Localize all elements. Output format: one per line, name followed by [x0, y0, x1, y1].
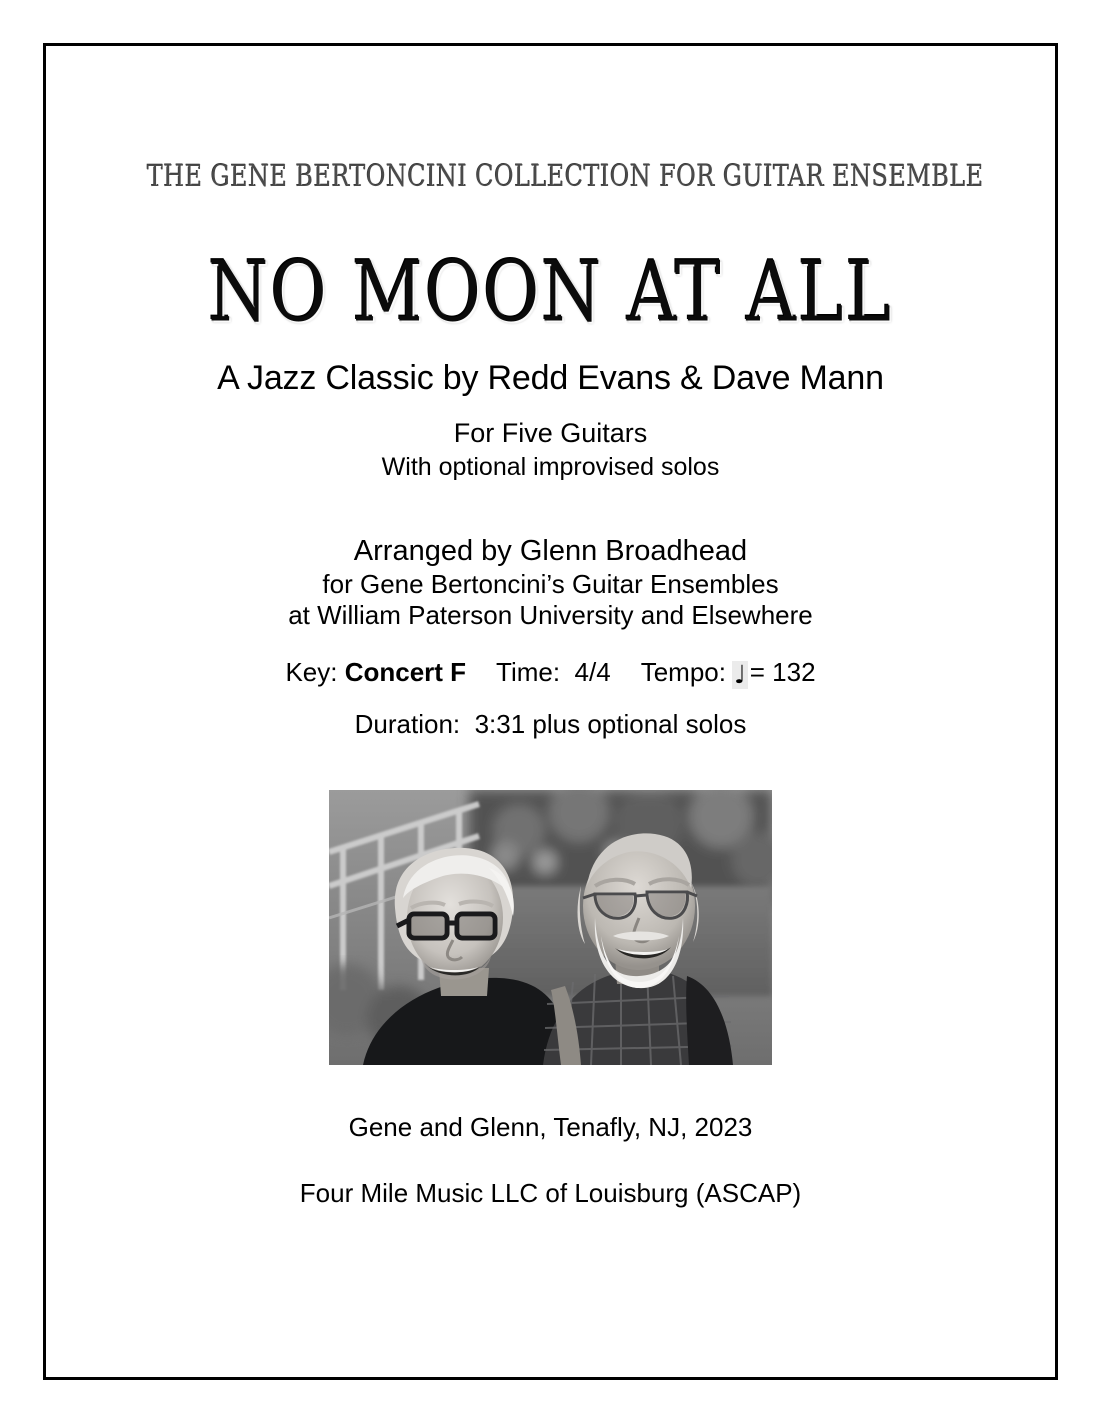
page-content	[46, 46, 1055, 1377]
arranger-institution: at William Paterson University and Elsewhere	[288, 600, 813, 630]
instrumentation-label: For Five Guitars	[453, 418, 648, 448]
collection-header: THE GENE BERTONCINI COLLECTION FOR GUITAR ENSEMBLE	[146, 159, 984, 194]
tempo-value: = 132	[749, 657, 816, 687]
tempo-label: Tempo:	[640, 657, 726, 687]
key-label: Key:	[285, 657, 338, 687]
photo-caption: Gene and Glenn, Tenafly, NJ, 2023	[348, 1112, 753, 1142]
composer-credit: A Jazz Classic by Redd Evans & Dave Mann	[217, 359, 884, 397]
time-value: 4/4	[574, 657, 611, 687]
duration-row	[46, 707, 1055, 741]
cover-photo	[329, 790, 772, 1065]
score-specs	[46, 655, 1055, 689]
page-title: NO MOON AT ALL	[208, 244, 893, 341]
arranger-ensemble: for Gene Bertoncini’s Guitar Ensembles	[322, 569, 779, 599]
cover-photo-image	[329, 790, 772, 1065]
key-value: Concert F	[344, 657, 467, 687]
solos-note: With optional improvised solos	[381, 453, 720, 481]
duration-label: Duration:	[354, 709, 461, 739]
arranger-credit: Arranged by Glenn Broadhead	[353, 535, 748, 567]
time-label: Time:	[496, 657, 561, 687]
publisher-credit: Four Mile Music LLC of Louisburg (ASCAP)	[299, 1178, 802, 1208]
quarter-note-icon: ♩	[733, 660, 746, 689]
duration-value: 3:31 plus optional solos	[474, 709, 747, 739]
